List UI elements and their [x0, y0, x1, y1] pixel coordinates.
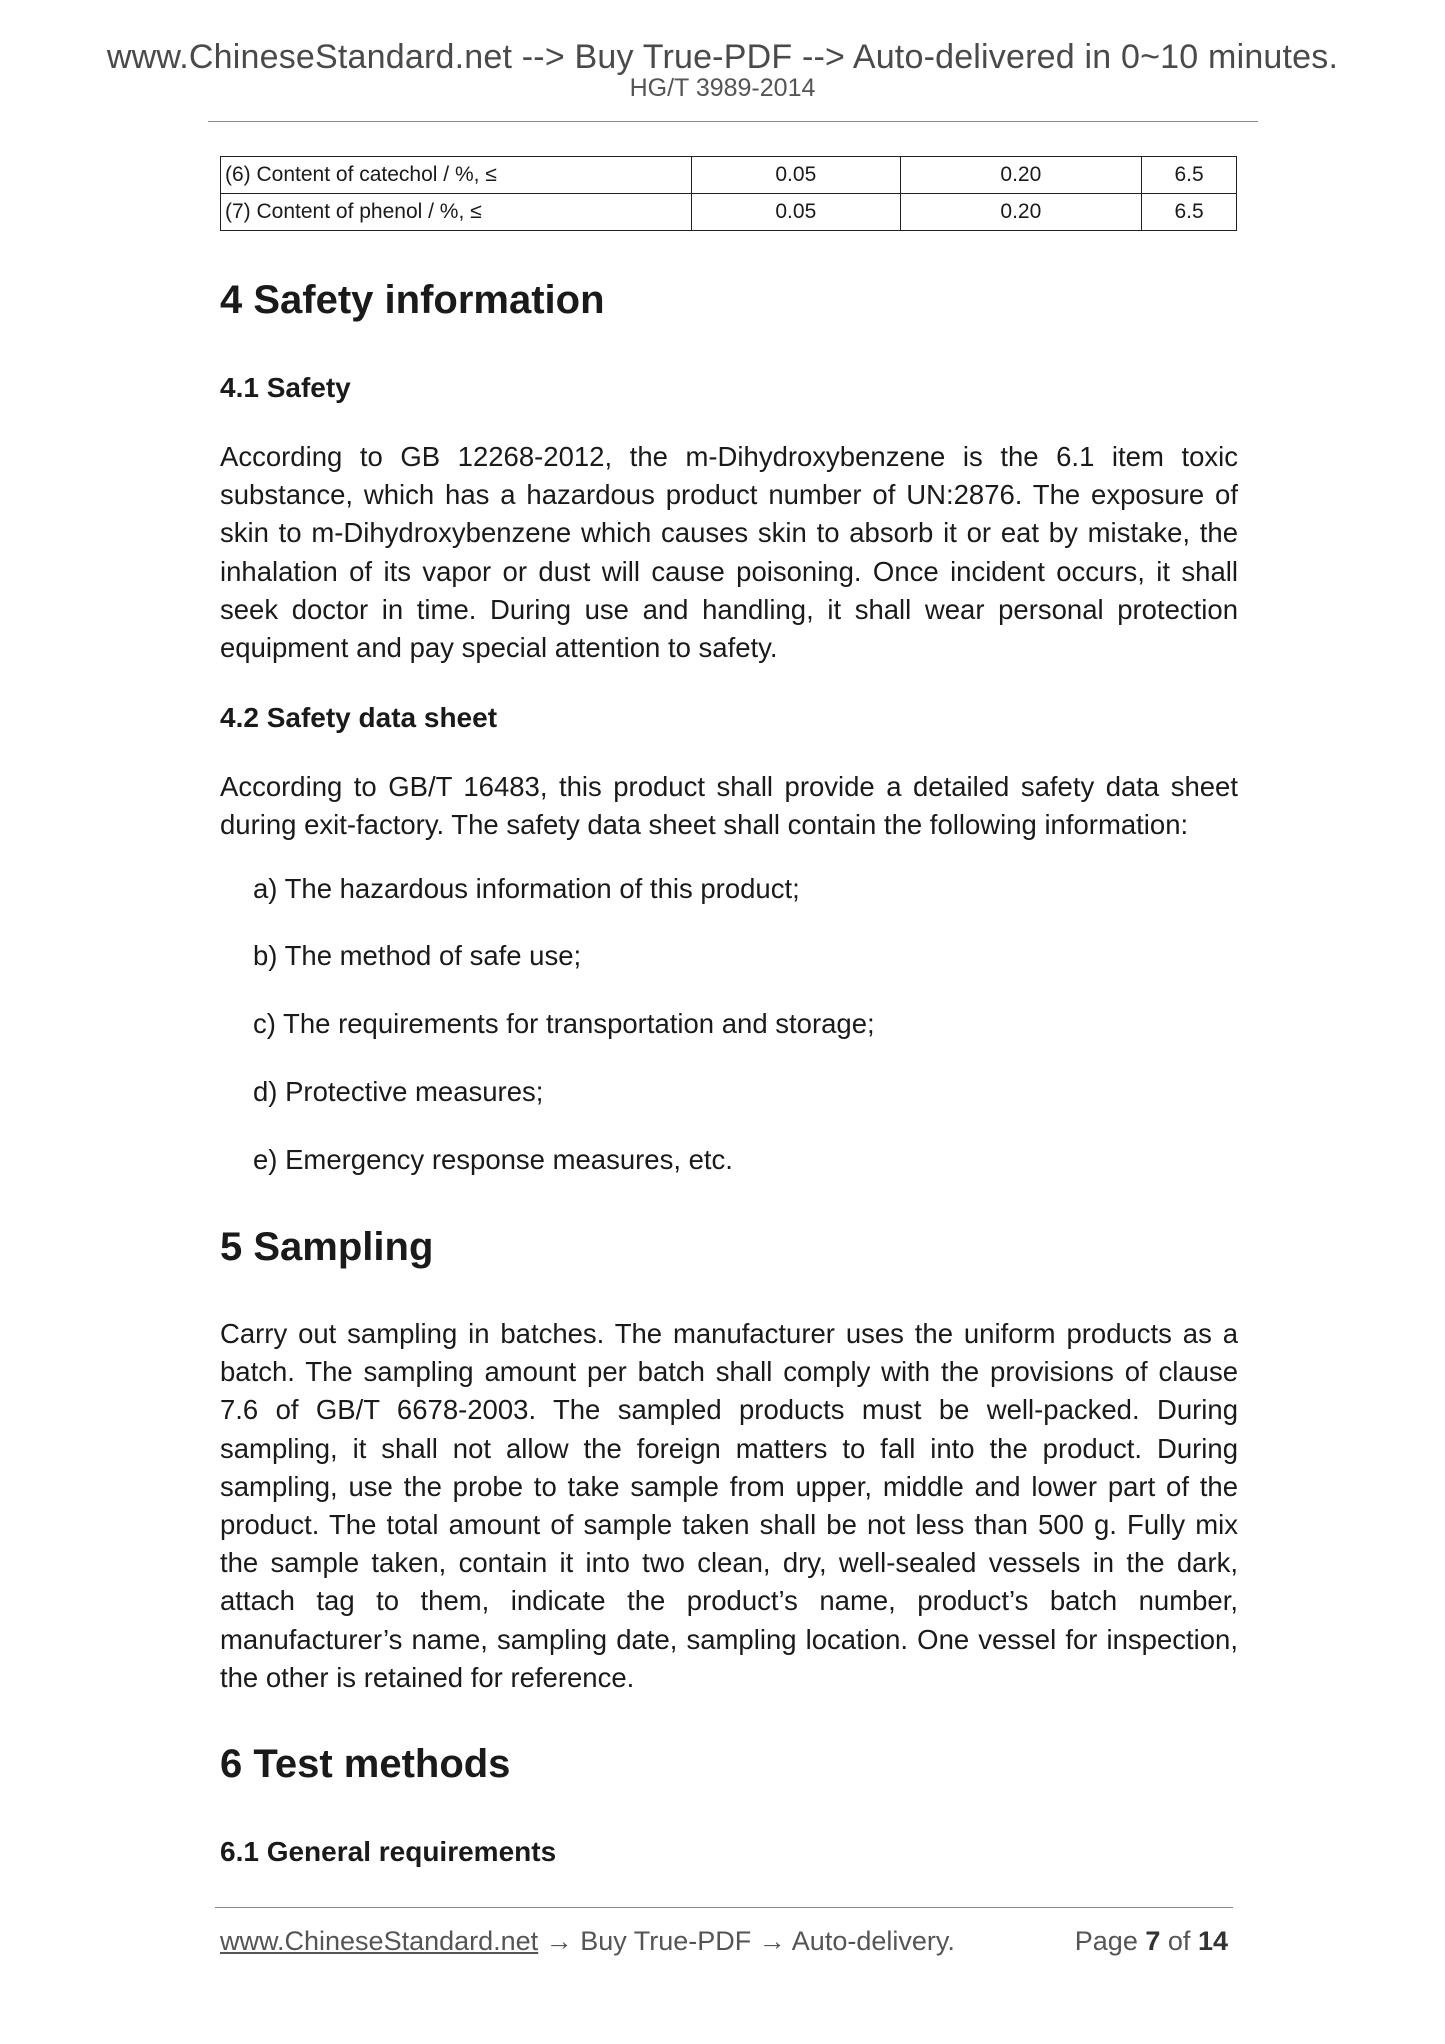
table-row — [221, 194, 1237, 231]
subsection-heading-general-requirements: 6.1 General requirements — [220, 1836, 557, 1867]
spec-table — [220, 156, 1237, 231]
header-banner[interactable]: www.ChineseStandard.net --> Buy True-PDF --> Auto-delivered in 0~10 minutes. — [106, 38, 1339, 76]
subsection-heading-safety: 4.1 Safety — [220, 372, 351, 403]
header-rule — [208, 121, 1258, 122]
arrow-right-icon: → — [758, 1926, 786, 1956]
list-item: b) The method of safe use; — [253, 940, 582, 971]
table-cell-item: (6) Content of catechol / %, ≤ — [221, 157, 692, 194]
arrow-right-icon: → — [545, 1926, 573, 1956]
table-cell-item: (7) Content of phenol / %, ≤ — [221, 194, 692, 231]
table-cell-value: 0.20 — [900, 194, 1142, 231]
list-item: d) Protective measures; — [253, 1076, 544, 1107]
table-cell-clause: 6.5 — [1142, 194, 1237, 231]
table-cell-value: 0.05 — [692, 194, 901, 231]
table-cell-value: 0.05 — [692, 157, 901, 194]
list-item: c) The requirements for transportation and storage; — [253, 1008, 875, 1039]
footer-buy-text: Buy True-PDF — [580, 1926, 752, 1956]
page-indicator — [1075, 1926, 1228, 1957]
section-heading-sampling: 5 Sampling — [220, 1225, 434, 1269]
table-cell-clause: 6.5 — [1142, 157, 1237, 194]
footer-rule — [215, 1907, 1233, 1908]
page-number: 7 — [1145, 1926, 1161, 1956]
subsection-heading-safety-data-sheet: 4.2 Safety data sheet — [220, 702, 498, 733]
paragraph-sampling: Carry out sampling in batches. The manufacturer uses the uniform products as a batch. The sampling amount per batch shall comply with the provisions of clause 7.6 of GB/T 6678-2003. The sampled products must be well-packed. During sampling, it shall not allow the foreign matters to fall into the product. During sampling, use the probe to take sample from upper, middle and lower part of the product. The total amount of sample taken shall be not less than 500 g. Fully mix the sample taken, contain it into two clean, dry, well-sealed vessels in the dark, attach tag to them, indicate the product’s name, product’s batch number, manufacturer’s name, sampling date, sampling location. One vessel for inspection, the other is retained for reference. — [220, 1318, 1238, 1693]
document-code: HG/T 3989-2014 — [629, 74, 816, 102]
section-heading-test-methods: 6 Test methods — [220, 1742, 511, 1786]
page-label: Page — [1074, 1926, 1138, 1956]
table-cell-value: 0.20 — [900, 157, 1142, 194]
paragraph-safety-data-sheet: According to GB/T 16483, this product shall provide a detailed safety data sheet during exit-factory. The safety data sheet shall contain the following information: — [220, 771, 1238, 841]
table-row — [221, 157, 1237, 194]
footer-left — [220, 1926, 955, 1957]
footer-site-link[interactable]: www.ChineseStandard.net — [220, 1926, 539, 1956]
list-item: e) Emergency response measures, etc. — [253, 1144, 733, 1175]
footer-delivery-text: Auto-delivery. — [791, 1926, 955, 1956]
of-label: of — [1167, 1926, 1191, 1956]
list-item: a) The hazardous information of this product; — [253, 873, 800, 904]
section-heading-safety-information: 4 Safety information — [220, 278, 605, 322]
page-total: 14 — [1197, 1926, 1228, 1956]
paragraph-safety: According to GB 12268-2012, the m-Dihydroxybenzene is the 6.1 item toxic substance, which has a hazardous product number of UN:2876. The exposure of skin to m-Dihydroxybenzene which causes skin to absorb it or eat by mistake, the inhalation of its vapor or dust will cause poisoning. Once incident occurs, it shall seek doctor in time. During use and handling, it shall wear personal protection equipment and pay special attention to safety. — [220, 441, 1238, 664]
